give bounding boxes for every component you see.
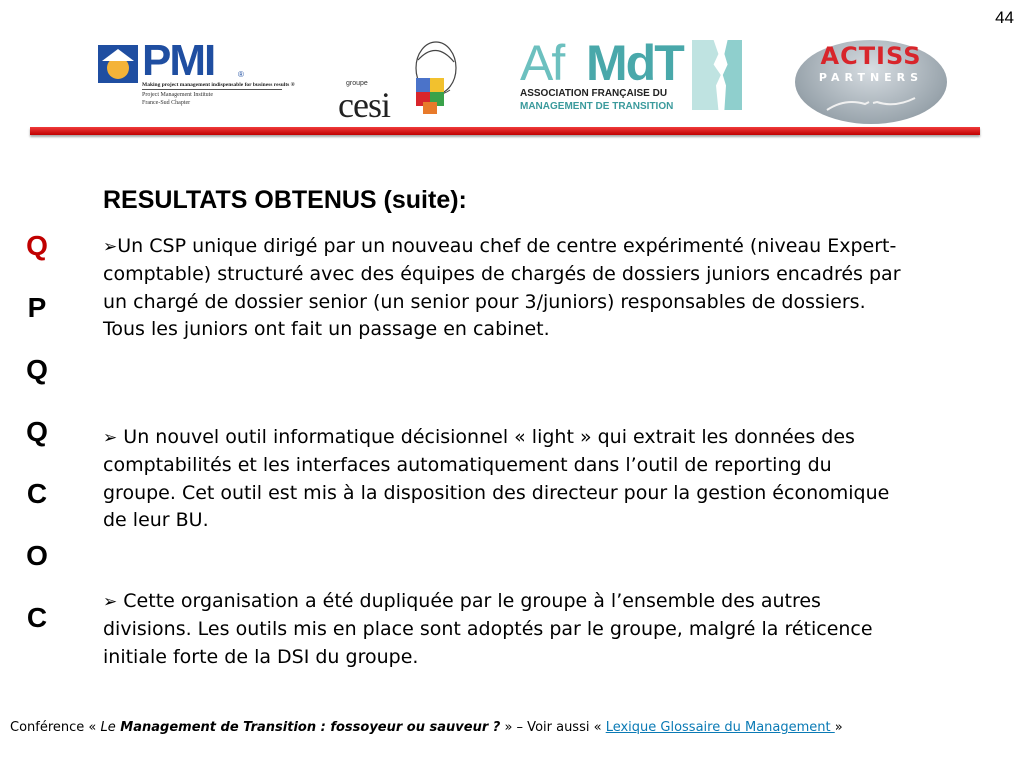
- footer-suffix: »: [834, 720, 843, 735]
- afmdt-line-2: MANAGEMENT DE TRANSITION: [520, 101, 674, 112]
- actiss-partners: PARTNERS: [818, 71, 924, 84]
- cesi-wordmark: cesi: [338, 85, 390, 125]
- cesi-logo: [336, 40, 466, 125]
- pmi-emblem-icon: [98, 45, 138, 83]
- footer-title: Management de Transition : fossoyeur ou sauveur ?: [115, 720, 501, 735]
- acronym-letter: C: [26, 478, 48, 509]
- afmdt-af: Af: [520, 35, 564, 91]
- result-paragraph: [103, 588, 903, 671]
- header-divider: [30, 127, 980, 135]
- footer-le: Le: [100, 720, 116, 735]
- acronym-letter: Q: [26, 230, 48, 261]
- pmi-tagline: Making project management indispensable for business results ®: [142, 82, 295, 88]
- actiss-logo: [795, 40, 947, 124]
- acronym-letter: Q: [26, 354, 48, 385]
- footer: [10, 720, 843, 735]
- result-paragraph: [103, 233, 903, 343]
- paragraph-text: Un CSP unique dirigé par un nouveau chef de centre expérimenté (niveau Expert-comptable) structuré avec des équipes de chargés de dossiers juniors encadrés par un chargé de dossier senior (un senior pour 3/juniors) responsables de dossiers. Tous les juniors ont fait un passage en cabinet.: [103, 235, 901, 340]
- paragraph-text: Un nouvel outil informatique décisionnel « light » qui extrait les données des comptabilités et les interfaces automatiquement dans l’outil de reporting du groupe. Cet outil est mis à la disposition des directeur pour la gestion économique de leur BU.: [103, 426, 890, 531]
- paragraph-text: Cette organisation a été dupliquée par le groupe à l’ensemble des autres divisions. Les outils mis en place sont adoptés par le groupe, malgré la réticence initiale forte de la DSI du groupe.: [103, 590, 873, 668]
- section-heading: RESULTATS OBTENUS (suite):: [103, 186, 467, 214]
- acronym-letter: Q: [26, 416, 48, 447]
- result-paragraph: [103, 424, 903, 534]
- glossary-link[interactable]: Lexique Glossaire du Management: [605, 720, 835, 735]
- cesi-groupe-label: groupe: [346, 80, 368, 87]
- acronym-letter: C: [26, 602, 48, 633]
- afmdt-mdt: MdT: [586, 35, 683, 91]
- arrow-bullet-icon: ➢: [103, 237, 118, 257]
- cesi-bust-icon: [396, 40, 466, 116]
- arrow-bullet-icon: ➢: [103, 592, 118, 612]
- pmi-registered-mark: ®: [238, 70, 244, 79]
- pmi-subtitle-2: France-Sud Chapter: [142, 100, 191, 106]
- actiss-wordmark: ACTISS: [820, 42, 922, 70]
- arrow-bullet-icon: ➢: [103, 428, 118, 448]
- hands-icon: [825, 90, 917, 116]
- pmi-wordmark: PMI: [142, 36, 215, 85]
- afmdt-line-1: ASSOCIATION FRANÇAISE DU: [520, 88, 668, 99]
- acronym-letter: O: [26, 540, 48, 571]
- footer-prefix: Conférence «: [10, 720, 101, 735]
- pmi-subtitle-1: Project Management Institute: [142, 92, 213, 98]
- footer-middle: » – Voir aussi «: [500, 720, 606, 735]
- page-number: 44: [995, 8, 1014, 27]
- acronym-letter: P: [27, 292, 47, 323]
- afmdt-logo: [520, 35, 742, 118]
- pmi-logo: [98, 36, 295, 112]
